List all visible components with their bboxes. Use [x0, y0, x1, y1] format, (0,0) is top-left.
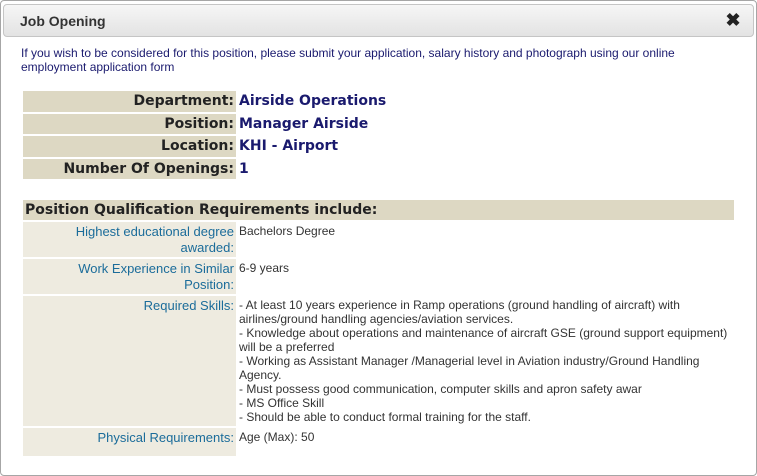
location-value: KHI - Airport — [239, 138, 339, 155]
info-row-openings — [23, 159, 388, 180]
physical-label: Physical Requirements: — [23, 428, 236, 456]
position-label: Position: — [23, 114, 236, 135]
info-row-location — [23, 136, 388, 157]
skill-line: - Should be able to conduct formal training for the staff. — [239, 410, 531, 424]
physical-value: Age (Max): 50 — [239, 430, 315, 444]
qual-row-education — [23, 222, 728, 257]
skill-line: - Working as Assistant Manager /Managerial level in Aviation industry/Ground Handling Agency. — [239, 354, 700, 382]
close-icon[interactable]: ✖ — [725, 10, 741, 30]
job-info-table — [21, 89, 390, 181]
education-value: Bachelors Degree — [239, 224, 336, 238]
openings-label: Number Of Openings: — [23, 159, 236, 180]
location-label: Location: — [23, 136, 236, 157]
skill-line: - At least 10 years experience in Ramp operations (ground handling of aircraft) with airlines/ground handling agencies/aviation services. — [239, 298, 680, 326]
qual-row-skills — [23, 296, 728, 426]
skills-label: Required Skills: — [23, 296, 236, 426]
info-row-position — [23, 114, 388, 135]
skill-line: - Must possess good communication, computer skills and apron safety awar — [239, 382, 642, 396]
openings-value: 1 — [239, 160, 249, 177]
experience-value: 6-9 years — [239, 261, 290, 275]
qual-row-physical — [23, 428, 728, 456]
department-value: Airside Operations — [239, 93, 387, 110]
experience-label: Work Experience in Similar Position: — [23, 259, 236, 294]
position-value: Manager Airside — [239, 115, 369, 132]
dialog-titlebar[interactable] — [3, 4, 754, 37]
intro-text: If you wish to be considered for this position, please submit your application, salary history and photograph using our online employment application form — [21, 46, 675, 74]
info-row-department — [23, 91, 388, 112]
skill-line: - MS Office Skill — [239, 396, 325, 410]
skills-value — [238, 296, 728, 426]
qual-row-experience — [23, 259, 728, 294]
education-label: Highest educational degree awarded: — [23, 222, 236, 257]
department-label: Department: — [23, 91, 236, 112]
qualifications-table — [21, 220, 730, 458]
dialog-title: Job Opening — [20, 13, 106, 29]
skill-line: - Knowledge about operations and maintenance of aircraft GSE (ground support equipment) will be a preferred — [239, 326, 728, 354]
qualifications-header: Position Qualification Requirements include: — [23, 200, 734, 220]
